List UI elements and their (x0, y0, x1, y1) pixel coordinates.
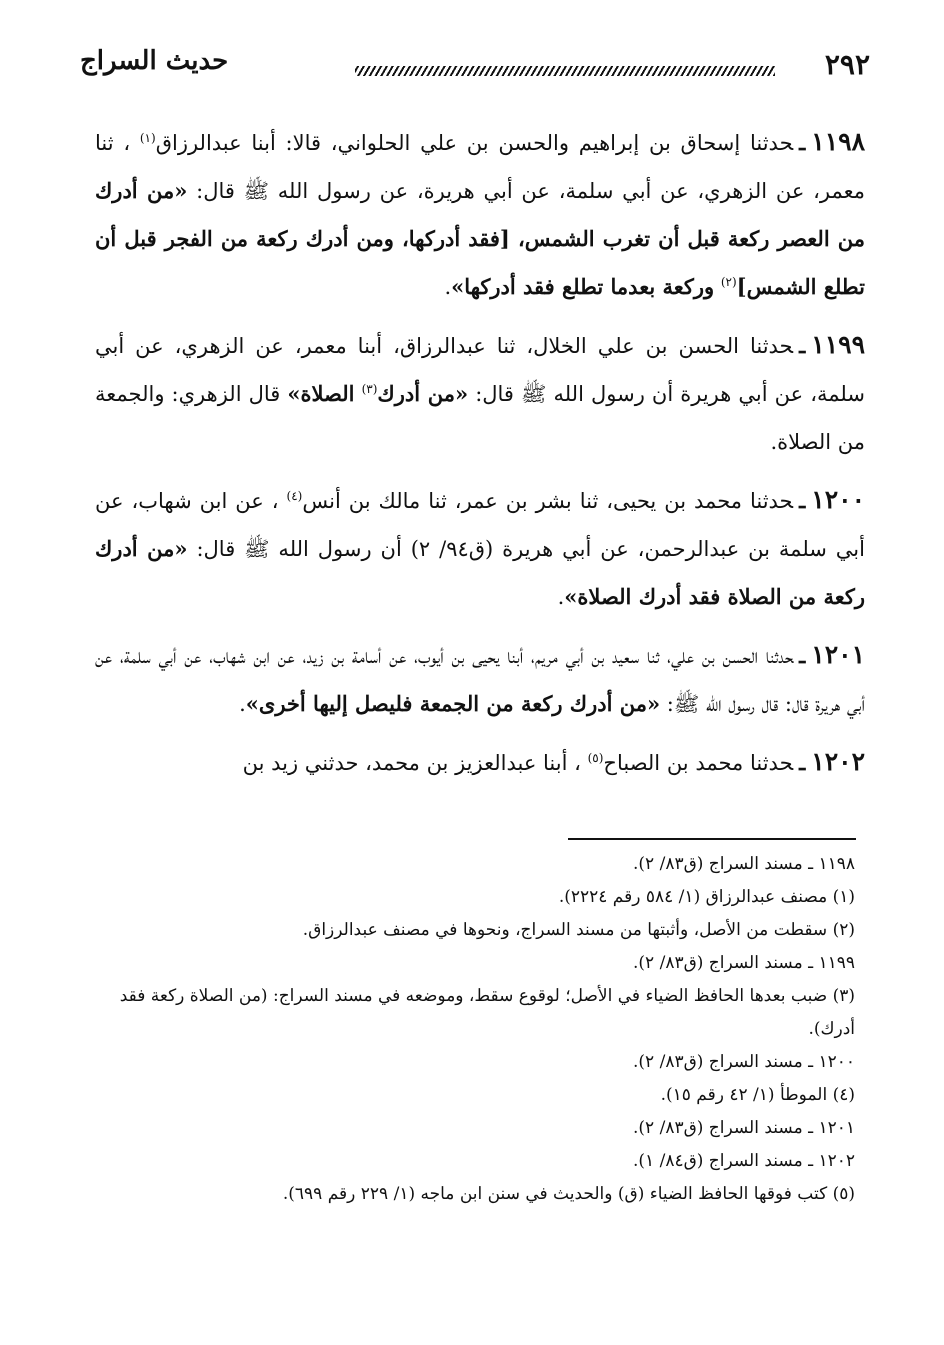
hadith-number: ١٢٠٠ (811, 485, 865, 514)
footnote-ref[interactable]: (٢) (720, 275, 737, 289)
isnad-text: حدثنا الحسن بن علي، ثنا سعيد بن أبي مريم، أبنا يحيى بن أيوب، عن أسامة بن زيد، عن ابن شهاب، عن أبي سلمة، عن أبي هريرة قال: قال رسول الله ﷺ: (95, 644, 865, 716)
page-number: ٢٩٢ (824, 48, 870, 81)
matn-text: الصلاة» (287, 381, 355, 406)
hadith-number: ١٢٠٢ (811, 747, 865, 776)
hadith-1200: ١٢٠٠ـحدثنا محمد بن يحيى، ثنا بشر بن عمر، ثنا مالك بن أنس$^{(٤)}$ ، عن ابن شهاب، عن أبي سلمة بن عبدالرحمن، عن أبي هريرة (ق٩٤/ ٢) أن رسول الله ﷺ قال: «من أدرك ركعة من الصلاة فقد أدرك الصلاة». (95, 485, 865, 609)
matn-text: «من أدرك ركعة من الجمعة فليصل إليها أخرى» (245, 691, 661, 716)
matn-text: «من أدرك (377, 381, 469, 406)
footnote-divider (568, 838, 856, 840)
footnote-ref[interactable]: (١) (139, 131, 156, 145)
isnad-text: حدثنا الحسن بن علي الخلال، ثنا عبدالرزاق، أبنا معمر، عن الزهري، عن أبي سلمة، عن أبي هريرة أن رسول الله ﷺ قال: (95, 334, 865, 406)
footnote: (٢) سقطت من الأصل، وأثبتها من مسند السراج، ونحوها في مصنف عبدالرزاق. (302, 920, 855, 940)
footnote: (١) مصنف عبدالرزاق (١/ ٥٨٤ رقم ٢٢٢٤). (558, 887, 855, 907)
hadith-1199: ١١٩٩ـحدثنا الحسن بن علي الخلال، ثنا عبدالرزاق، أبنا معمر، عن الزهري، عن أبي سلمة، عن أبي هريرة أن رسول الله ﷺ قال: «من أدرك$^{(٣)}$ الصلاة» قال الزهري: والجمعة من الصلاة. (95, 330, 865, 454)
footnote-ref[interactable]: (٥) (587, 751, 604, 765)
main-text (95, 118, 865, 797)
hadith-number: ١١٩٩ (811, 330, 865, 359)
hadith-1198: ١١٩٨ـحدثنا إسحاق بن إبراهيم والحسن بن علي الحلواني، قالا: أبنا عبدالرزاق$^{(١)}$ ، ثنا معمر، عن الزهري، عن أبي سلمة، عن أبي هريرة، عن رسول الله ﷺ قال: «من أدرك من العصر ركعة قبل أن تغرب الشمس، [فقد أدركها، ومن أدرك ركعة من الفجر قبل أن تطلع الشمس]$^{(٢)}$ وركعة بعدما تطلع فقد أدركها». (95, 127, 865, 299)
hadith-number: ١١٩٨ (811, 127, 865, 156)
footnote: (٤) الموطأ (١/ ٤٢ رقم ١٥). (660, 1085, 855, 1105)
footnote-ref[interactable]: (٤) (286, 489, 303, 503)
isnad-text: حدثنا إسحاق بن إبراهيم والحسن بن علي الحلواني، قالا: أبنا عبدالرزاق (155, 131, 794, 155)
footnote: ١٢٠٠ ـ مسند السراج (ق٨٣/ ٢). (632, 1052, 855, 1072)
matn-text: «من أدرك ركعة من الصلاة فقد أدرك الصلاة» (95, 536, 865, 609)
footnote: ١١٩٨ ـ مسند السراج (ق٨٣/ ٢). (632, 854, 855, 874)
isnad-text: ، عن ابن شهاب، عن أبي سلمة بن عبدالرحمن، عن أبي هريرة (ق٩٤/ ٢) أن رسول الله ﷺ قال: (95, 489, 865, 561)
hadith-number: ١٢٠١ (811, 640, 865, 669)
isnad-text: قال الزهري: والجمعة من الصلاة. (95, 382, 865, 454)
footnote: ١٢٠١ ـ مسند السراج (ق٨٣/ ٢). (632, 1118, 855, 1138)
matn-text: وركعة بعدما تطلع فقد أدركها» (451, 274, 715, 299)
isnad-text: ، ثنا معمر، عن الزهري، عن أبي سلمة، عن أبي هريرة، عن رسول الله ﷺ قال: (95, 131, 865, 203)
hadith-1201: ١٢٠١ـحدثنا الحسن بن علي، ثنا سعيد بن أبي مريم، أبنا يحيى بن أيوب، عن أسامة بن زيد، عن ابن شهاب، عن أبي سلمة، عن أبي هريرة قال: قال رسول الله ﷺ: «من أدرك ركعة من الجمعة فليصل إليها أخرى». (95, 640, 865, 716)
running-title: حديث السراج (80, 46, 229, 76)
hadith-1202: ١٢٠٢ـحدثنا محمد بن الصباح$^{(٥)}$ ، أبنا عبدالعزيز بن محمد، حدثني زيد بن (242, 747, 865, 776)
footnote: ١٢٠٢ ـ مسند السراج (ق٨٤/ ١). (632, 1151, 855, 1171)
isnad-text: حدثنا محمد بن الصباح (603, 751, 794, 775)
footnotes (80, 848, 855, 1211)
isnad-text: حدثنا محمد بن يحيى، ثنا بشر بن عمر، ثنا مالك بن أنس (302, 489, 794, 513)
page-header (80, 38, 870, 88)
footnote: (٥) كتب فوقها الحافظ الضياء (ق) والحديث في سنن ابن ماجه (١/ ٢٢٩ رقم ٦٩٩). (282, 1184, 855, 1204)
footnote: ١١٩٩ ـ مسند السراج (ق٨٣/ ٢). (632, 953, 855, 973)
footnote: (٣) ضبب بعدها الحافظ الضياء في الأصل؛ لوقوع سقط، وموضعه في مسند السراج: (من الصلاة ركعة فقد أدرك). (119, 986, 855, 1039)
header-decorative-rule (355, 66, 775, 76)
isnad-text: ، أبنا عبدالعزيز بن محمد، حدثني زيد بن (242, 751, 581, 775)
footnote-ref[interactable]: (٣) (361, 382, 378, 396)
matn-text: «من أدرك من العصر ركعة قبل أن تغرب الشمس، [فقد أدركها، ومن أدرك ركعة من الفجر قبل أن تطلع الشمس] (95, 178, 865, 299)
